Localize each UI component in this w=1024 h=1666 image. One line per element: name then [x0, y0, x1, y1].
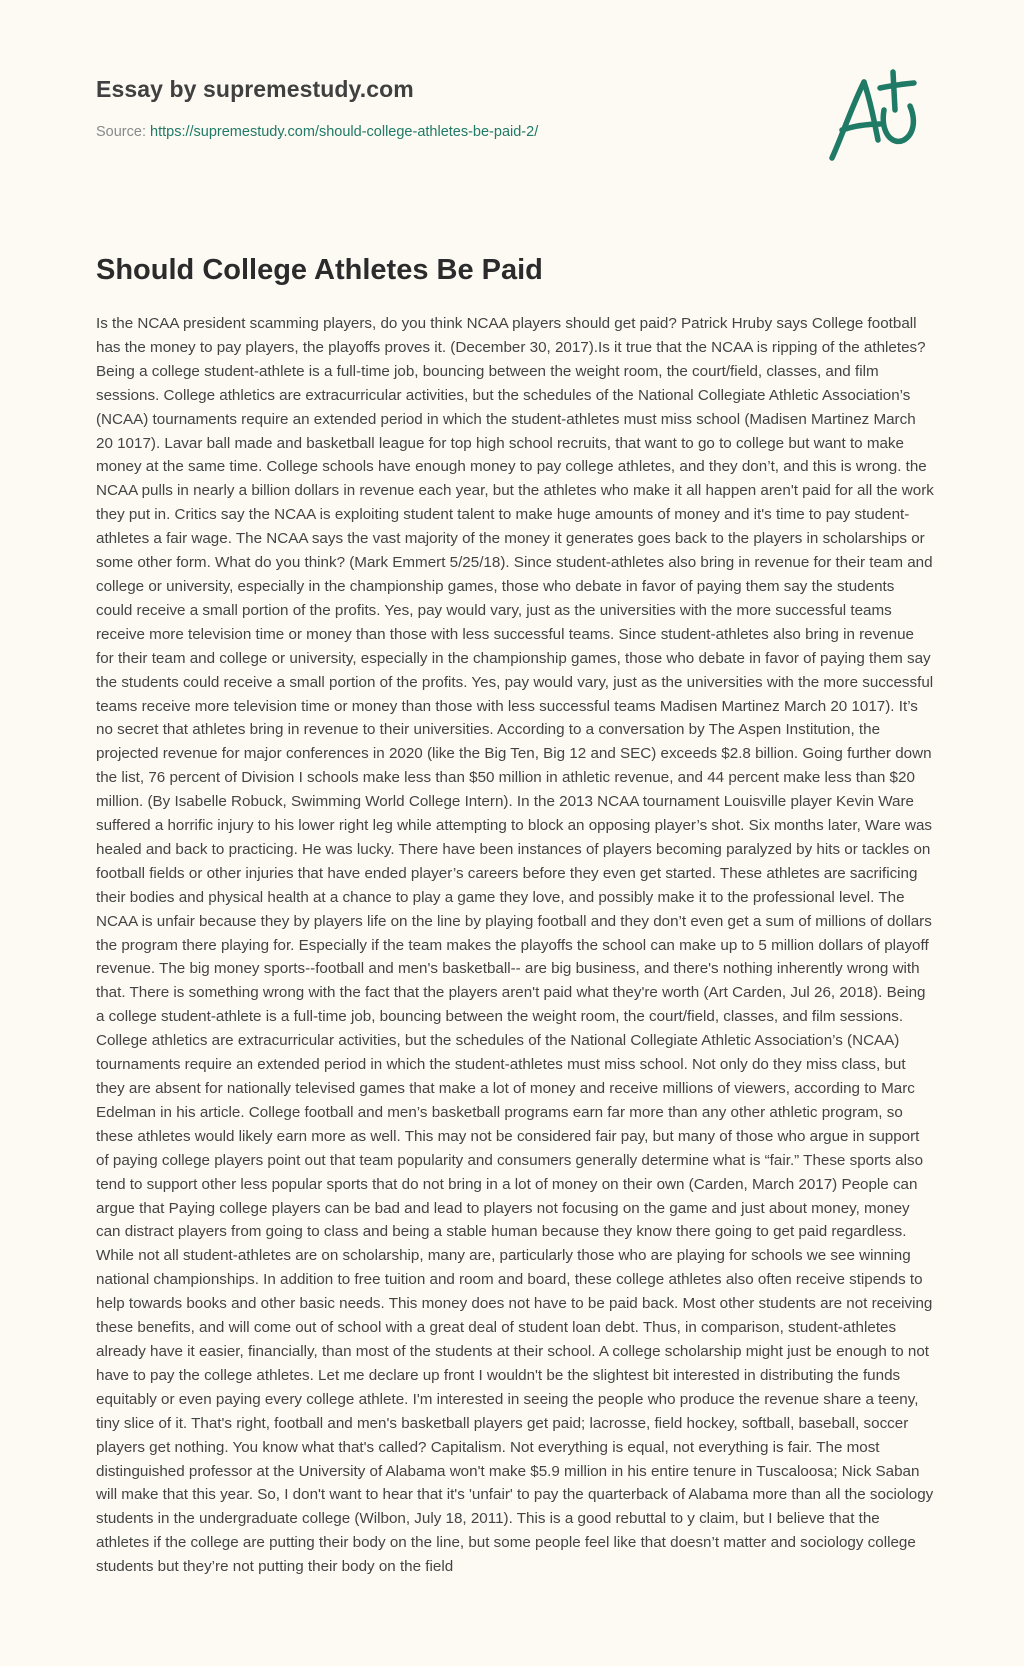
- source-label: Source:: [96, 124, 146, 140]
- source-line: [96, 124, 538, 140]
- essay-body: Is the NCAA president scamming players, do you think NCAA players should get paid? Patrick Hruby says College football has the money to pay players, the playoffs proves it. (December 30, 2017).Is it true that the NCAA is ripping of the athletes? Being a college student-athlete is a full-time job, bouncing between the weight room, the court/field, classes, and film sessions. College athletics are extracurricular activities, but the schedules of the National Collegiate Athletic Association’s (NCAA) tournaments require an extended period in which the student-athletes must miss school (Madisen Martinez March 20 1017). Lavar ball made and basketball league for top high school recruits, that want to go to college but want to make money at the same time. College schools have enough money to pay college athletes, and they don’t, and this is wrong. the NCAA pulls in nearly a billion dollars in revenue each year, but the athletes who make it all happen aren't paid for all the work they put in. Critics say the NCAA is exploiting student talent to make huge amounts of money and it's time to pay student-athletes a fair wage. The NCAA says the vast majority of the money it generates goes back to the players in scholarships or some other form. What do you think? (Mark Emmert 5/25/18). Since student-athletes also bring in revenue for their team and college or university, especially in the championship games, those who debate in favor of paying them say the students could receive a small portion of the profits. Yes, pay would vary, just as the universities with the more successful teams receive more television time or money than those with less successful teams. Since student-athletes also bring in revenue for their team and college or university, especially in the championship games, those who debate in favor of paying them say the students could receive a small portion of the profits. Yes, pay would vary, just as the universities with the more successful teams receive more television time or money than those with less successful teams Madisen Martinez March 20 1017). It’s no secret that athletes bring in revenue to their universities. According to a conversation by The Aspen Institution, the projected revenue for major conferences in 2020 (like the Big Ten, Big 12 and SEC) exceeds $2.8 billion. Going further down the list, 76 percent of Division I schools make less than $50 million in athletic revenue, and 44 percent make less than $20 million. (By Isabelle Robuck, Swimming World College Intern). In the 2013 NCAA tournament Louisville player Kevin Ware suffered a horrific injury to his lower right leg while attempting to block an opposing player’s shot. Six months later, Ware was healed and back to practicing. He was lucky. There have been instances of players becoming paralyzed by hits or tackles on football fields or other injuries that have ended player’s careers before they even get started. These athletes are sacrificing their bodies and physical health at a chance to play a game they love, and possibly make it to the professional level. The NCAA is unfair because they by players life on the line by playing football and they don’t even get a sum of millions of dollars the program there playing for. Especially if the team makes the playoffs the school can make up to 5 million dollars of playoff revenue. The big money sports--football and men's basketball-- are big business, and there's nothing inherently wrong with that. There is something wrong with the fact that the players aren't paid what they're worth (Art Carden, Jul 26, 2018). Being a college student-athlete is a full-time job, bouncing between the weight room, the court/field, classes, and film sessions. College athletics are extracurricular activities, but the schedules of the National Collegiate Athletic Association’s (NCAA) tournaments require an extended period in which the student-athletes must miss school. Not only do they miss class, but they are absent for nationally televised games that make a lot of money and receive millions of viewers, according to Marc Edelman in his article. College football and men’s basketball programs earn far more than any other athletic program, so these athletes would likely earn more as well. This may not be considered fair pay, but many of those who argue in support of paying college players point out that team popularity and consumers generally determine what is “fair.” These sports also tend to support other less popular sports that do not bring in a lot of money on their own (Carden, March 2017) People can argue that Paying college players can be bad and lead to players not focusing on the game and just about money, money can distract players from going to class and being a stable human because they know there going to get paid regardless. While not all student-athletes are on scholarship, many are, particularly those who are playing for schools we see winning national championships. In addition to free tuition and room and board, these college athletes also often receive stipends to help towards books and other basic needs. This money does not have to be paid back. Most other students are not receiving these benefits, and will come out of school with a great deal of student loan debt. Thus, in comparison, student-athletes already have it easier, financially, than most of the students at their school. A college scholarship might just be enough to not have to pay the college athletes. Let me declare up front I wouldn't be the slightest bit interested in distributing the funds equitably or even paying every college athlete. I'm interested in seeing the people who produce the revenue share a teeny, tiny slice of it. That's right, football and men's basketball players get paid; lacrosse, field hockey, softball, baseball, soccer players get nothing. You know what that's called? Capitalism. Not everything is equal, not everything is fair. The most distinguished professor at the University of Alabama won't make $5.9 million in his entire tenure in Tuscaloosa; Nick Saban will make that this year. So, I don't want to hear that it's 'unfair' to pay the quarterback of Alabama more than all the sociology students in the undergraduate college (Wilbon, July 18, 2011). This is a good rebuttal to y claim, but I believe that the athletes if the college are putting their body on the line, but some people feel like that doesn’t matter and sociology college students but they’re not putting their body on the field: [96, 315, 934, 1576]
- essay-title: Should College Athletes Be Paid: [96, 254, 543, 286]
- site-title: Essay by supremestudy.com: [96, 76, 414, 102]
- a-plus-logo-icon: [820, 66, 930, 166]
- source-link[interactable]: https://supremestudy.com/should-college-athletes-be-paid-2/: [150, 124, 539, 140]
